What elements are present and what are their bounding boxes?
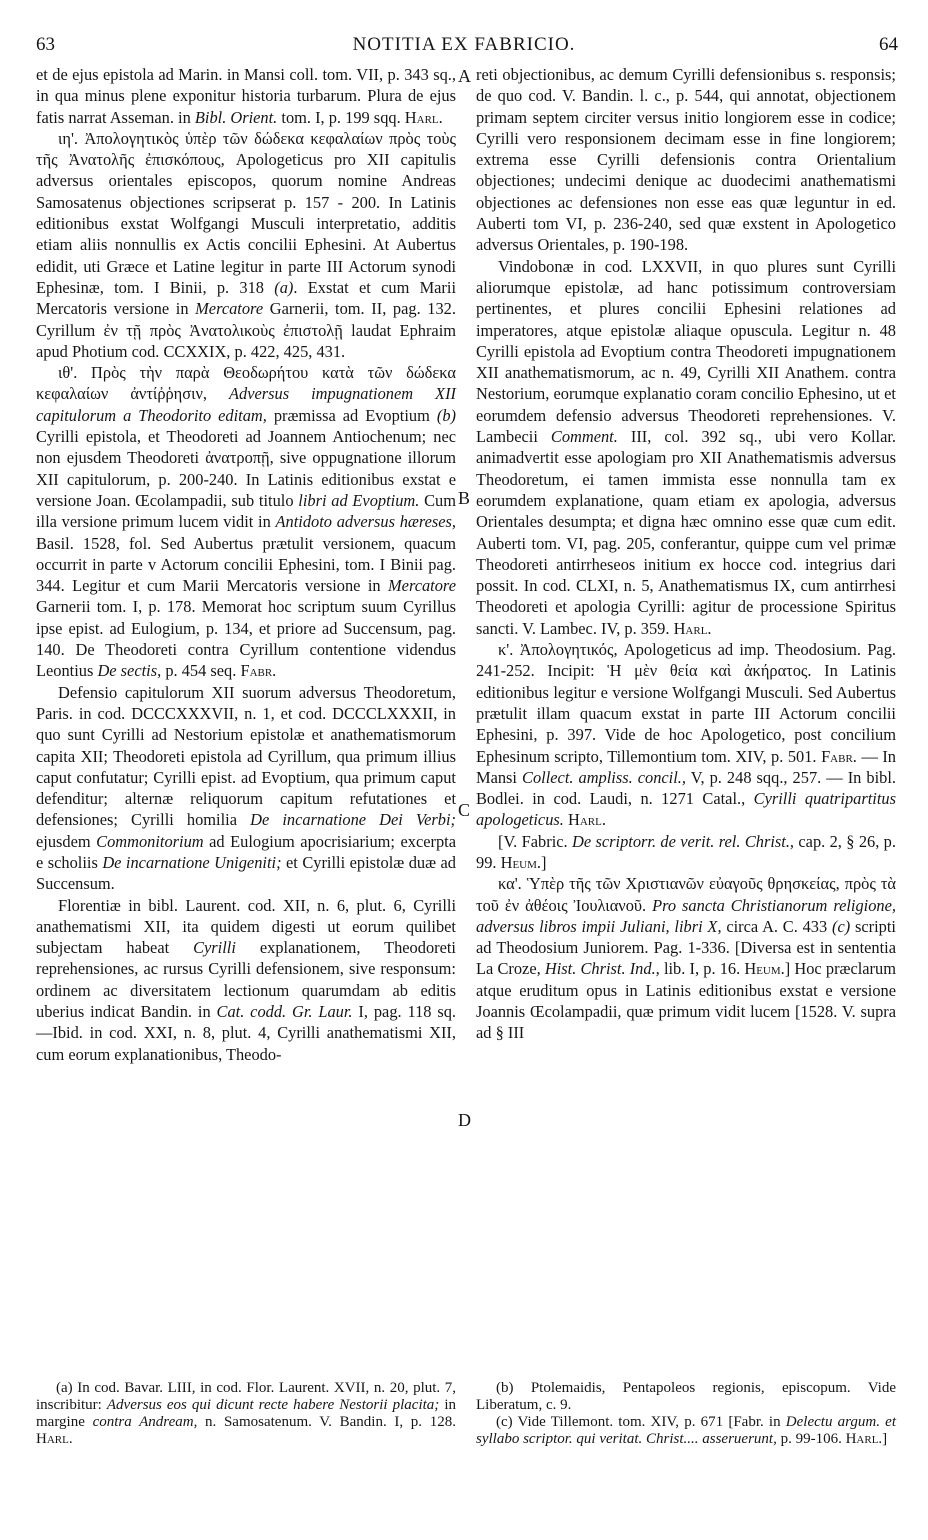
margin-marker-d: D: [458, 1110, 471, 1130]
footnote-c: (c) Vide Tillemont. tom. XIV, p. 671 [Fabr. in Delectu argum. et syllabo scriptor. qui veritat. Christ.... asseruerunt, p. 99-106. Harl.]: [476, 1414, 896, 1447]
paragraph: et de ejus epistola ad Marin. in Mansi coll. tom. VII, p. 343 sq., in qua minus plene exponitur historia turbarum. Plura de ejus fatis narrat Asseman. in Bibl. Orient. tom. I, p. 199 sqq. Harl.: [36, 65, 456, 127]
paragraph: Florentiæ in bibl. Laurent. cod. XII, n. 6, plut. 6, Cyrilli anathematismi XII, ita quidem digesti ut eorum quilibet subjectam habeat Cyrilli explanationem, Theodoreti reprehensiones, ac rursus Cyrilli defensionem, sive responsum: ordinem ac diversitatem lectionum quarumdam ab editis uberius indicat Bandin. in Cat. codd. Gr. Laur. I, pag. 118 sq. —Ibid. in cod. XXI, n. 8, plut. 4, Cyrilli anathematismi XII, cum eorum explanationibus, Theodo-: [36, 895, 456, 1064]
greek-heading: ιθ'. Πρὸς τὴν παρὰ Θεοδωρήτου κατὰ τῶν δώδεκα κεφαλαίων ἀντίῤῥησιν,: [36, 363, 456, 404]
greek-heading: ιη'. Ἀπολογητικὸς ὑπὲρ τῶν δώδεκα κεφαλαίων πρὸς τοὺς τῆς Ἀνατολῆς ἐπισκόπους,: [36, 128, 456, 170]
editor-signature: Harl.: [673, 618, 712, 638]
margin-marker-c: C: [458, 800, 471, 820]
page-number-right: 64: [879, 34, 898, 55]
footnote-a: (a) In cod. Bavar. LIII, in cod. Flor. Laurent. XVII, n. 20, plut. 7, inscribitur: Adversus eos qui dicunt recte habere Nestorii placita; in margine contra Andream, n. Samosatenum. V. Bandin. I, p. 128. Harl.: [36, 1380, 457, 1447]
paragraph: ιθ'. Πρὸς τὴν παρὰ Θεοδωρήτου κατὰ τῶν δώδεκα κεφαλαίων ἀντίῤῥησιν, Adversus impugnationem XII capitulorum a Theodorito editam, præmissa ad Evoptium (b) Cyrilli epistola, et Theodoreti ad Joannem Antiochenum; nec non ejusdem Theodoreti ἀνατροπῇ, sive oppugnatione illorum XII capitulorum, p. 200-240. In Latinis editionibus exstat e versione Joan. Œcolampadii, sub titulo libri ad Evoptium. Cum illa versione primum lucem vidit in Antidoto adversus hæreses, Basil. 1528, fol. Sed Aubertus prætulit versionem, quacum occurrit in parte v Actorum concilii Ephesini, tom. I Binii pag. 344. Legitur et cum Marii Mercatoris versione in Mercatore Garnerii tom. I, p. 178. Memorat hoc scriptum suum Cyrillus ipse epist. ad Eulogium, p. 134, et priore ad Succensum, pag. 140. De Theodoreti contra Cyrillum contentione videndus Leontius De sectis, p. 454 seq. Fabr.: [36, 363, 456, 681]
editor-signature: Fabr.: [240, 661, 277, 681]
left-column: [36, 64, 456, 1065]
editor-signature: Heum.]: [500, 852, 547, 872]
paragraph: κ'. Ἀπολογητικός, Apologeticus ad imp. Theodosium. Pag. 241-252. Incipit: Ἡ μὲν θεία καὶ ἀκήρατος. In Latinis editionibus legitur e versione Wolfgangi Musculi. Sed Aubertus prætulit illam quacum exstat in parte III Actorum concilii Ephesini, p. 397. Vide de hoc Apologetico, post concilium Ephesinum scripto, Tillemontium tom. XIV, p. 501. Fabr. — In Mansi Collect. ampliss. concil., V, p. 248 sqq., 257. — In bibl. Bodlei. in cod. Laudi, n. 1271 Catal., Cyrilli quatripartitus apologeticus. Harl.: [476, 640, 896, 830]
page-number-left: 63: [36, 34, 55, 55]
running-title: NOTITIA EX FABRICIO.: [352, 34, 576, 55]
editor-signature: Harl.: [404, 107, 443, 127]
margin-marker-a: A: [458, 66, 471, 86]
editor-signature: Harl.]: [845, 1431, 888, 1447]
paragraph: [V. Fabric. De scriptorr. de verit. rel. Christ., cap. 2, § 26, p. 99. Heum.]: [476, 831, 896, 872]
greek-heading: κα'. Ὑπὲρ τῆς τῶν Χριστιανῶν εὐαγοῦς θρησκείας, πρὸς τὰ τοῦ ἐν ἀθέοις Ἰουλιανοῦ.: [476, 874, 896, 915]
paragraph: ιη'. Ἀπολογητικὸς ὑπὲρ τῶν δώδεκα κεφαλαίων πρὸς τοὺς τῆς Ἀνατολῆς ἐπισκόπους, Apologeticus pro XII capitulis adversus orientales episcopos, quorum nomine Andreas Samosatenus objectiones scripserat p. 157 - 200. In Latinis editionibus exstat Wolfgangi Musculi interpretatio, additis etiam aliis nonnullis ex Actis concilii Ephesini. At Aubertus edidit, uti Græce et Latine legitur in parte III Actorum synodi Ephesinæ, tom. I Binii, p. 318 (a). Exstat et cum Marii Mercatoris versione in Mercatore Garnerii, tom. II, pag. 132. Cyrillum ἐν τῇ πρὸς Ἀνατολικοὺς ἐπιστολῇ laudat Ephraim apud Photium cod. CCXXIX, p. 422, 425, 431.: [36, 128, 457, 361]
paragraph: Vindobonæ in cod. LXXVII, in quo plures sunt Cyrilli aliorumque epistolæ, ad hanc potissimum controversiam pertinentes, et plures concilii Ephesini relationes ad imperatores, atque epistolæ aliaque opuscula. Legitur n. 48 Cyrilli epistola ad Evoptium contra Theodoreti impugnationem XII anathematismorum, ac n. 49, Cyrilli XII Anathem. contra Nestorium, eorumque explanatio coram concilio Ephesino, ut et eorumdem defensio adversus Theodoreti reprehensiones. V. Lambecii Comment. III, col. 392 sq., ubi vero Kollar. animadvertit esse apologiam pro XII Anathematismis adversus Theodoretum, ei tamen immista esse nonnulla tam ex eorumdem explanatione, quam etiam ex apologia, adversus Orientales desumpta; et digna hæc omnino esse quæ cum edit. Auberti tom. VI, pag. 205, conferantur, quippe cum vel primæ Theodoreti antirrheseos initium ex hocce cod. integrius dari possit. In cod. CLXI, n. 5, Anathematismus IX, cum antirrhesi Theodoreti et apologia Cyrilli: agitur de processione Spiritus sancti. V. Lambec. IV, p. 359. Harl.: [476, 256, 896, 638]
paragraph: Defensio capitulorum XII suorum adversus Theodoretum, Paris. in cod. DCCCXXXVII, n. 1, et cod. DCCCLXXXII, in quo sunt Cyrilli ad Nestorium epistolæ et anathematismorum capita XII; Theodoreti epistola ad Cyrillum, qua primum illius caput confutatur; Cyrilli epist. ad Evoptium, qua primum caput defenditur; alternæ reliquorum capitum refutationes et defensiones; Cyrilli homilia De incarnatione Dei Verbi; ejusdem Commonitorium ad Eulogium apocrisiarium; excerpta e scholiis De incarnatione Unigeniti; et Cyrilli epistolæ duæ ad Succensum.: [36, 682, 456, 894]
right-column: [476, 64, 896, 1044]
paragraph: κα'. Ὑπὲρ τῆς τῶν Χριστιανῶν εὐαγοῦς θρησκείας, πρὸς τὰ τοῦ ἐν ἀθέοις Ἰουλιανοῦ. Pro sancta Christianorum religione, adversus libros impii Juliani, libri X, circa A. C. 433 (c) scripti ad Theodosium Juniorem. Pag. 1-336. [Diversa est in sententia La Croze, Hist. Christ. Ind., lib. I, p. 16. Heum.] Hoc præclarum atque eruditum opus in Latinis editionibus exstat e versione Joannis Œcolampadii, quæ primum vidit lucem [1528. V. supra ad § III: [476, 874, 896, 1043]
footnotes-left: [36, 1380, 456, 1448]
footnotes-right: [476, 1380, 896, 1448]
editor-signature: Fabr.: [821, 746, 857, 766]
paragraph: reti objectionibus, ac demum Cyrilli defensionibus s. responsis; de quo cod. V. Bandin. l. c., p. 544, qui annotat, objectionem primam septem circiter versus initio longiorem esse in codice; Cyrilli vero responsionem decimam esse in fine longiorem; extrema esse Cyrilli defensionis contra Orientalium objectiones; undecimi denique ac duodecimi anathematismi objectiones ac defensiones non esse eas quæ leguntur in ed. Auberti tom VI, p. 236-240, sed quæ exstent in Apologetico adversus Orientales, p. 190-198.: [476, 65, 896, 255]
editor-signature: Harl.: [567, 810, 606, 830]
editor-signature: Harl.: [36, 1431, 73, 1447]
editor-signature: Heum.]: [744, 959, 791, 979]
margin-marker-b: B: [458, 488, 471, 508]
greek-heading: κ'. Ἀπολογητικός,: [498, 640, 618, 660]
footnote-ref: (a): [274, 277, 294, 297]
footnote-b: (b) Ptolemaidis, Pentapoleos regionis, episcopum. Vide Liberatum, c. 9.: [476, 1380, 896, 1413]
footnote-ref: (b): [436, 405, 456, 425]
footnote-ref: (c): [832, 916, 851, 936]
page-header: [0, 34, 928, 60]
